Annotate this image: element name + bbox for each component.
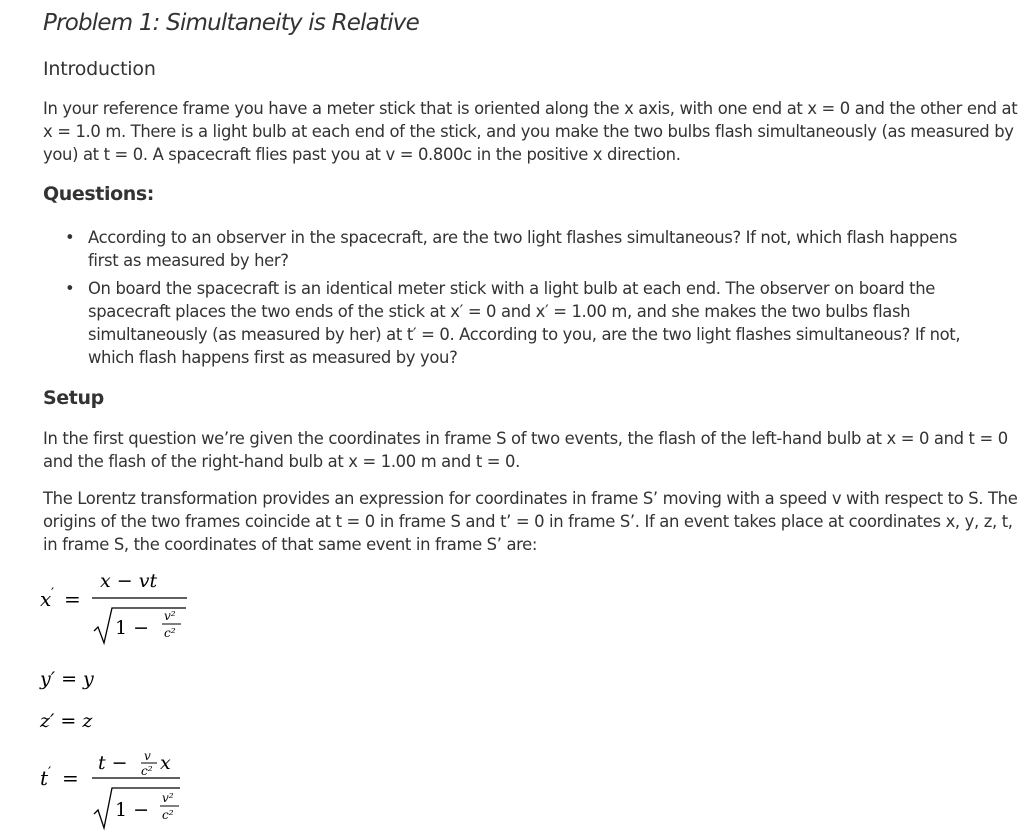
eq-t-c2: c² [162,808,174,822]
question-text: According to an observer in the spacecraft, are the two light flashes simultaneous? If not, which flash happens first as measured by her? [88,228,958,270]
setup-paragraph-1: In the first question we’re given the coordinates in frame S of two events, the flash of the left-hand bulb at x = 0 and t = 0 and the flash of the right-hand bulb at x = 1.00 m and t = 0. [43,429,1008,471]
eq-t-v2: v² [162,791,174,805]
eq-x-lhs: x [40,587,52,611]
eq-t-radical: 1 − [115,799,150,821]
question-item [43,226,973,272]
eq-x-equals: = [64,587,81,611]
eq-t-num-v: v [144,749,151,763]
eq-t-lhs: t [40,766,49,790]
introduction-text: In your reference frame you have a meter stick that is oriented along the x axis, with one end at x = 0 and the other end at x = 1.0 m. There is a light bulb at each end of the stick, and you make the two bulbs flash simultaneously (as measured by you) at t = 0. A spacecraft flies past you at v = 0.800c in the positive x direction. [43,99,1018,164]
equation-t-prime [40,748,220,834]
eq-t-prime-mark: ′ [48,765,52,781]
equation-x-prime [40,565,220,647]
setup-paragraph-2: The Lorentz transformation provides an expression for coordinates in frame S’ moving with a speed v with respect to S. The origins of the two frames coincide at t = 0 in frame S and t’ = 0 in frame S’. If an event takes place at coordinates x, y, z, t, in frame S, the coordinates of that same event in frame S’ are: [43,489,1018,554]
eq-x-c2: c² [164,626,176,640]
bullet-icon: • [65,228,75,247]
equation-y-prime [40,668,94,690]
equation-z-prime [40,710,92,732]
eq-t-num-c2: c² [141,764,153,778]
eq-z-text: z′ = z [40,710,93,732]
eq-t-num-x: x [160,752,171,774]
question-item [43,277,973,369]
eq-t-num-t: t − [98,752,128,774]
questions-list [43,226,973,374]
eq-t-equals: = [62,766,79,790]
eq-x-numerator: x − vt [100,570,158,592]
eq-x-v2: v² [164,609,176,623]
setup-heading: Setup [43,387,104,409]
problem-title: Problem 1: Simultaneity is Relative [43,10,419,36]
question-text: On board the spacecraft is an identical meter stick with a light bulb at each end. The observer on board the spacecraft places the two ends of the stick at x′ = 0 and x′ = 1.00 m, and she makes the two bulbs flash simultaneously (as measured by her) at t′ = 0. According to you, are the two light flashes simultaneous? If not, which flash happens first as measured by you? [88,279,961,367]
introduction-heading: Introduction [43,58,156,80]
eq-x-prime-mark: ′ [51,586,55,602]
questions-heading: Questions: [43,183,154,205]
eq-x-radical: 1 − [115,617,150,639]
eq-y-text: y′ = y [40,668,94,690]
bullet-icon: • [65,279,75,298]
